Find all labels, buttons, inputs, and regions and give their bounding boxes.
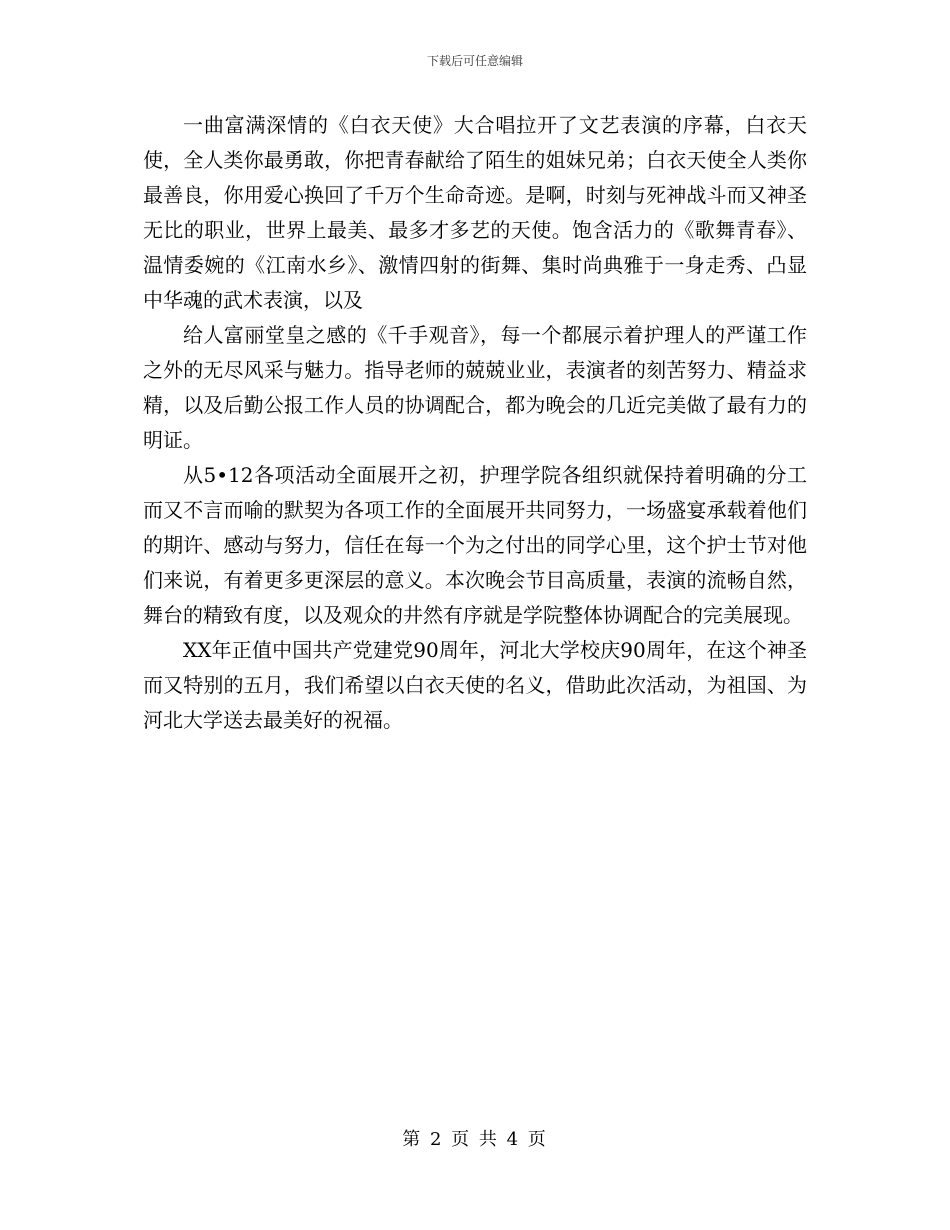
- paragraph-3: 从5•12各项活动全面展开之初，护理学院各组织就保持着明确的分工而又不言而喻的默契为各项工作的全面展开共同努力，一场盛宴承载着他们的期许、感动与努力，信任在每一个为之付出的同学心里，这个护士节对他们来说，有着更多更深层的意义。本次晚会节目高质量，表演的流畅自然，舞台的精致有度，以及观众的井然有序就是学院整体协调配合的完美展现。: [143, 463, 807, 627]
- document-body: [143, 108, 807, 738]
- paragraph-1: 一曲富满深情的《白衣天使》大合唱拉开了文艺表演的序幕，白衣天使，全人类你最勇敢，你把青春献给了陌生的姐妹兄弟；白衣天使全人类你最善良，你用爱心换回了千万个生命奇迹。是啊，时刻与死神战斗而又神圣无比的职业，世界上最美、最多才多艺的天使。饱含活力的《歌舞青春》、温情委婉的《江南水乡》、激情四射的街舞、集时尚典雅于一身走秀、凸显中华魂的武术表演，以及: [143, 113, 807, 312]
- paragraph-2: 给人富丽堂皇之感的《千手观音》，每一个都展示着护理人的严谨工作之外的无尽风采与魅力。指导老师的兢兢业业，表演者的刻苦努力、精益求精，以及后勤公报工作人员的协调配合，都为晚会的几近完美做了最有力的明证。: [143, 323, 807, 452]
- page-number-footer: 第 2 页 共 4 页: [402, 1129, 548, 1150]
- paragraph-4: XX年正值中国共产党建党90周年，河北大学校庆90周年，在这个神圣而又特别的五月，我们希望以白衣天使的名义，借助此次活动，为祖国、为河北大学送去最美好的祝福。: [143, 638, 807, 732]
- page-header: 下载后可任意编辑: [426, 54, 523, 68]
